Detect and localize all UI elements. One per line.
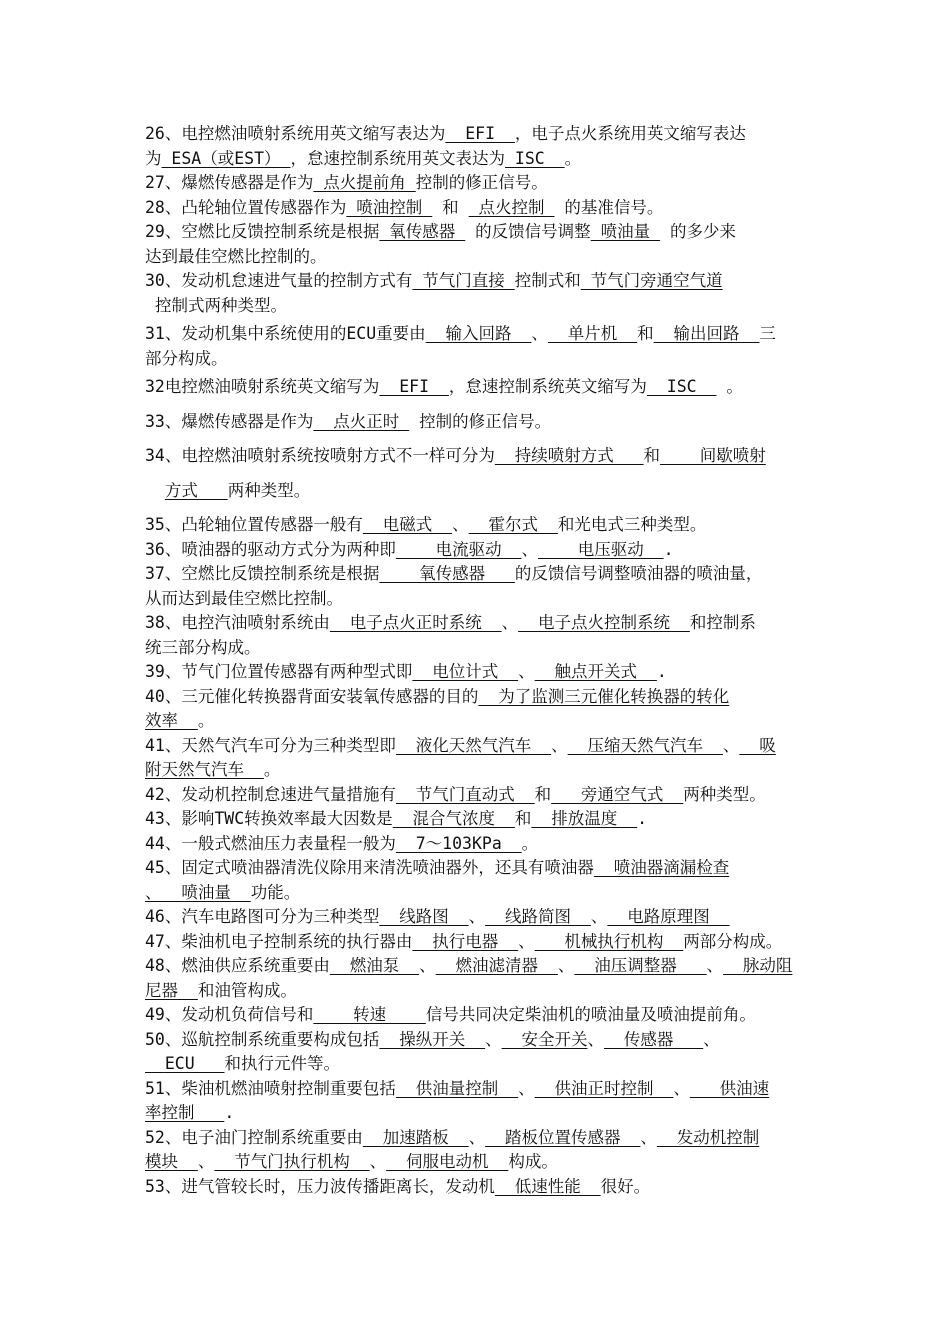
question-line <box>145 562 815 587</box>
question-text: 构成。 <box>508 1152 558 1171</box>
answer-blank: 加速踏板 <box>362 1127 469 1147</box>
answer-blank: 效率 <box>145 711 198 730</box>
question-text: 、 <box>468 1127 486 1147</box>
answer-blank: 安全开关 <box>501 1029 588 1049</box>
question-item <box>145 171 815 196</box>
question-text: . <box>663 539 674 559</box>
question-line <box>145 171 815 196</box>
question-item <box>145 611 815 660</box>
answer-blank: 燃油滤清器 <box>435 956 558 975</box>
question-text: 、 <box>518 662 535 681</box>
question-text: 和 <box>514 809 532 828</box>
answer-blank: ISC <box>646 377 717 396</box>
answer-blank: 电子点火正时系统 <box>329 613 502 632</box>
answer-blank: 霍尔式 <box>468 515 558 534</box>
question-line <box>145 660 815 685</box>
answer-blank: 氧传感器 <box>379 564 515 583</box>
answer-blank: 电路原理图 <box>607 907 730 926</box>
question-text: 。 <box>716 377 743 396</box>
question-item <box>145 196 815 221</box>
answer-blank: 发动机控制 <box>656 1127 760 1147</box>
question-item <box>145 1175 815 1200</box>
question-line <box>145 685 815 710</box>
question-line <box>145 709 815 734</box>
question-text: 的基准信号。 <box>554 197 664 217</box>
question-line <box>145 269 815 294</box>
answer-blank: 线路简图 <box>485 907 591 926</box>
answer-blank: 模块 <box>145 1152 198 1171</box>
question-text <box>145 481 165 500</box>
answer-blank: 传感器 <box>604 1029 704 1049</box>
question-text: 控制式和 <box>514 271 581 290</box>
question-line <box>145 1028 815 1053</box>
answer-blank: ESA（或EST） <box>161 148 291 168</box>
question-text: 40、三元催化转换器背面安装氧传感器的目的 <box>145 686 479 706</box>
question-line <box>145 930 815 955</box>
question-text: 两种类型。 <box>683 784 766 804</box>
answer-blank: 压缩天然气汽车 <box>567 735 723 755</box>
question-line <box>145 513 815 538</box>
answer-blank: 触点开关式 <box>534 662 657 681</box>
question-text: 、 <box>518 931 535 951</box>
answer-blank: 方式 <box>164 480 228 500</box>
answer-blank: 点火正时 <box>313 411 410 431</box>
question-text: 和控制系 <box>689 613 756 632</box>
answer-blank: 间歇喷射 <box>660 446 766 465</box>
question-item <box>145 513 815 538</box>
answer-blank: 节气门直动式 <box>395 784 535 804</box>
question-text: ，怠速控制系统用英文表达为 <box>290 148 505 168</box>
question-item <box>145 1003 815 1028</box>
question-item <box>145 375 815 400</box>
question-line <box>145 905 815 930</box>
answer-blank: 喷油量 <box>161 882 251 902</box>
question-item <box>145 220 815 269</box>
question-item <box>145 856 815 905</box>
question-text: 44、一般式燃油压力表量程一般为 <box>145 833 396 853</box>
answer-blank: 执行电器 <box>412 931 519 951</box>
question-text: 、 <box>673 1078 690 1098</box>
question-text: 45、固定式喷油器清洗仪除用来清洗喷油器外，还具有喷油器 <box>145 858 594 877</box>
answer-blank: 氧传感器 <box>379 222 466 241</box>
question-item <box>145 410 815 435</box>
question-line <box>145 832 815 857</box>
question-item <box>145 930 815 955</box>
question-text: 39、节气门位置传感器有两种型式即 <box>145 662 413 681</box>
question-item <box>145 322 815 371</box>
question-item <box>145 832 815 857</box>
question-text: 29、空燃比反馈控制系统是根据 <box>145 222 380 241</box>
answer-blank: 电流驱动 <box>395 539 522 559</box>
answer-blank: 电压驱动 <box>537 539 664 559</box>
answer-blank: 电子点火控制系统 <box>518 613 690 632</box>
question-line <box>145 807 815 832</box>
question-text: 控制式两种类型。 <box>145 295 287 315</box>
question-text: 、 <box>557 956 575 975</box>
answer-blank: 线路图 <box>379 907 469 926</box>
question-line <box>145 881 815 906</box>
question-text: ，电子点火系统用英文缩写表达 <box>514 124 746 143</box>
question-text: 28、凸轮轴位置传感器作为 <box>145 197 347 217</box>
question-text: 、 <box>587 1029 604 1049</box>
question-item <box>145 685 815 734</box>
question-text: 、 <box>468 907 486 926</box>
answer-blank: 供油速 <box>689 1078 770 1098</box>
answer-blank: 输出回路 <box>653 324 760 343</box>
question-text: 。 <box>521 833 539 853</box>
question-text: 、 <box>722 735 740 755</box>
answer-blank: 排放温度 <box>531 809 638 828</box>
question-line <box>145 1101 815 1126</box>
question-text: 26、电控燃油喷射系统用英文缩写表达为 <box>145 124 446 143</box>
question-text: 34、电控燃油喷射系统按喷射方式不一样可分为 <box>145 446 495 465</box>
question-text: 、 <box>640 1127 657 1147</box>
answer-blank: 油压调整器 <box>574 956 707 975</box>
answer-blank: 喷油控制 <box>346 197 433 217</box>
question-text: 51、柴油机燃油喷射控制重要包括 <box>145 1078 396 1098</box>
question-item <box>145 538 815 563</box>
answer-blank: ISC <box>504 148 565 168</box>
question-text: 46、汽车电路图可分为三种类型 <box>145 907 380 926</box>
answer-blank: 、 <box>145 882 162 902</box>
question-line <box>145 636 815 661</box>
question-line <box>145 444 815 469</box>
question-text: 。 <box>564 148 582 168</box>
answer-blank: 吸 <box>739 735 776 755</box>
question-line <box>145 1077 815 1102</box>
question-item <box>145 734 815 783</box>
answer-blank: 单片机 <box>547 324 638 343</box>
question-item <box>145 479 815 504</box>
answer-blank: 电位计式 <box>412 662 519 681</box>
question-line <box>145 783 815 808</box>
question-text: 、 <box>703 1029 720 1049</box>
question-item <box>145 954 815 1003</box>
question-text: 两种类型。 <box>227 480 311 500</box>
answer-blank: 节气门执行机构 <box>214 1152 370 1171</box>
answer-blank: 附天然气汽车 <box>145 760 264 779</box>
question-text: 31、发动机集中系统使用的ECU重要由 <box>145 324 426 343</box>
answer-blank: 转速 <box>313 1005 426 1024</box>
document-page <box>145 122 815 1199</box>
answer-blank: 喷油量 <box>590 222 661 241</box>
question-text: 的反馈信号调整 <box>465 222 591 241</box>
question-item <box>145 269 815 318</box>
question-text: 三 <box>759 324 776 343</box>
question-text: 35、凸轮轴位置传感器一般有 <box>145 515 363 534</box>
question-item <box>145 562 815 611</box>
question-line <box>145 479 815 504</box>
question-text: 、 <box>521 539 538 559</box>
question-text: 43、影响TWC转换效率最大因数是 <box>145 809 393 828</box>
question-text: 的反馈信号调整喷油器的喷油量， <box>514 564 763 583</box>
question-text: 功能。 <box>250 882 301 902</box>
question-text: 从而达到最佳空燃比控制。 <box>145 588 343 608</box>
question-text: 30、发动机怠速进气量的控制方式有 <box>145 271 413 290</box>
answer-blank: 点火控制 <box>468 197 555 217</box>
question-text: 和光电式三种类型。 <box>557 515 707 534</box>
question-text: . <box>637 809 648 828</box>
question-item <box>145 660 815 685</box>
question-text: 27、爆燃传感器是作为 <box>145 173 314 192</box>
question-line <box>145 611 815 636</box>
question-text: 36、喷油器的驱动方式分为两种即 <box>145 539 396 559</box>
question-text: 、 <box>452 515 469 534</box>
question-line <box>145 734 815 759</box>
question-line <box>145 856 815 881</box>
question-line <box>145 1150 815 1175</box>
question-text: 48、燃油供应系统重要由 <box>145 956 330 975</box>
question-line <box>145 410 815 435</box>
answer-blank: 为了监测三元催化转换器的转化 <box>478 686 730 706</box>
question-line <box>145 196 815 221</box>
question-text: 47、柴油机电子控制系统的执行器由 <box>145 931 413 951</box>
question-line <box>145 347 815 372</box>
answer-blank: 低速性能 <box>494 1176 601 1196</box>
question-text: ，怠速控制系统英文缩写为 <box>448 377 647 396</box>
question-text: 37、空燃比反馈控制系统是根据 <box>145 564 380 583</box>
question-line <box>145 245 815 270</box>
question-text: . <box>656 662 667 681</box>
answer-blank: ECU <box>145 1054 225 1073</box>
answer-blank: 旁通空气式 <box>551 784 684 804</box>
question-text: 的多少来 <box>660 222 736 241</box>
question-item <box>145 783 815 808</box>
answer-blank: 供油量控制 <box>395 1078 519 1098</box>
question-text: 、 <box>518 1078 535 1098</box>
answer-blank: 燃油泵 <box>329 956 420 975</box>
answer-blank: 操纵开关 <box>379 1029 486 1049</box>
question-text: 42、发动机控制怠速进气量措施有 <box>145 784 396 804</box>
question-item <box>145 1126 815 1175</box>
question-text: 为 <box>145 148 162 168</box>
question-text: 33、爆燃传感器是作为 <box>145 411 314 431</box>
question-text: 统三部分构成。 <box>145 637 261 657</box>
question-text: 41、天然气汽车可分为三种类型即 <box>145 735 396 755</box>
question-text: 、 <box>501 613 519 632</box>
question-text: 、 <box>369 1152 387 1171</box>
question-text: 两部分构成。 <box>683 931 783 951</box>
answer-blank: 踏板位置传感器 <box>485 1127 641 1147</box>
question-text: 和执行元件等。 <box>224 1054 340 1073</box>
question-text: 和 <box>637 324 654 343</box>
question-item <box>145 1028 815 1077</box>
question-line <box>145 538 815 563</box>
answer-blank: 脉动阻 <box>723 956 793 975</box>
question-item <box>145 444 815 469</box>
question-text: 。 <box>197 711 215 730</box>
answer-blank: 点火提前角 <box>313 173 416 192</box>
question-text: 、 <box>590 907 608 926</box>
answer-blank: 节气门直接 <box>412 271 515 290</box>
answer-blank: 输入回路 <box>425 324 532 343</box>
question-line <box>145 979 815 1004</box>
question-text: 50、巡航控制系统重要构成包括 <box>145 1029 380 1049</box>
question-line <box>145 1052 815 1077</box>
question-text: 控制的修正信号。 <box>409 411 552 431</box>
question-item <box>145 807 815 832</box>
question-text: 和 <box>643 446 661 465</box>
answer-blank: 喷油器滴漏检查 <box>593 858 730 877</box>
question-text: 和 <box>432 197 469 217</box>
question-line <box>145 758 815 783</box>
question-line <box>145 1175 815 1200</box>
question-line <box>145 1126 815 1151</box>
question-line <box>145 375 815 400</box>
question-text: 、 <box>197 1152 215 1171</box>
answer-blank: 机械执行机构 <box>534 931 684 951</box>
question-text: 和油管构成。 <box>197 980 297 1000</box>
question-text: 、 <box>419 956 436 975</box>
question-text: 52、电子油门控制系统重要由 <box>145 1127 363 1147</box>
answer-blank: 率控制 <box>145 1103 225 1122</box>
answer-blank: 尼器 <box>145 980 198 1000</box>
question-text: 、 <box>706 956 724 975</box>
question-item <box>145 122 815 171</box>
question-text: 信号共同决定柴油机的喷油量及喷油提前角。 <box>425 1005 756 1024</box>
question-line <box>145 294 815 319</box>
question-line <box>145 1003 815 1028</box>
answer-blank: 伺服电动机 <box>386 1152 509 1171</box>
answer-blank: EFI <box>379 377 449 396</box>
answer-blank: 混合气浓度 <box>392 809 515 828</box>
answer-blank: EFI <box>445 124 515 143</box>
question-line <box>145 587 815 612</box>
question-text: 部分构成。 <box>145 348 228 368</box>
question-line <box>145 220 815 245</box>
answer-blank: 7～103KPa <box>395 833 522 853</box>
question-item <box>145 905 815 930</box>
question-text: 49、发动机负荷信号和 <box>145 1005 314 1024</box>
question-text: . <box>224 1103 235 1122</box>
question-text: 。 <box>263 760 281 779</box>
answer-blank: 供油正时控制 <box>534 1078 674 1098</box>
answer-blank: 电磁式 <box>362 515 453 534</box>
question-text: 控制的修正信号。 <box>415 173 548 192</box>
question-text: 很好。 <box>600 1176 651 1196</box>
answer-blank: 节气门旁通空气道 <box>580 271 723 290</box>
question-text: 38、电控汽油喷射系统由 <box>145 613 330 632</box>
question-line <box>145 147 815 172</box>
question-text: 、 <box>551 735 568 755</box>
question-text: 53、进气管较长时，压力波传播距离长，发动机 <box>145 1176 495 1196</box>
question-text: 达到最佳空燃比控制的。 <box>145 246 327 266</box>
question-line <box>145 322 815 347</box>
question-item <box>145 1077 815 1126</box>
question-text: 和 <box>534 784 552 804</box>
question-text: 32电控燃油喷射系统英文缩写为 <box>145 377 380 396</box>
question-text: 、 <box>531 324 548 343</box>
question-text: 、 <box>485 1029 502 1049</box>
question-line <box>145 954 815 979</box>
answer-blank: 持续喷射方式 <box>494 446 644 465</box>
answer-blank: 液化天然气汽车 <box>395 735 552 755</box>
question-line <box>145 122 815 147</box>
